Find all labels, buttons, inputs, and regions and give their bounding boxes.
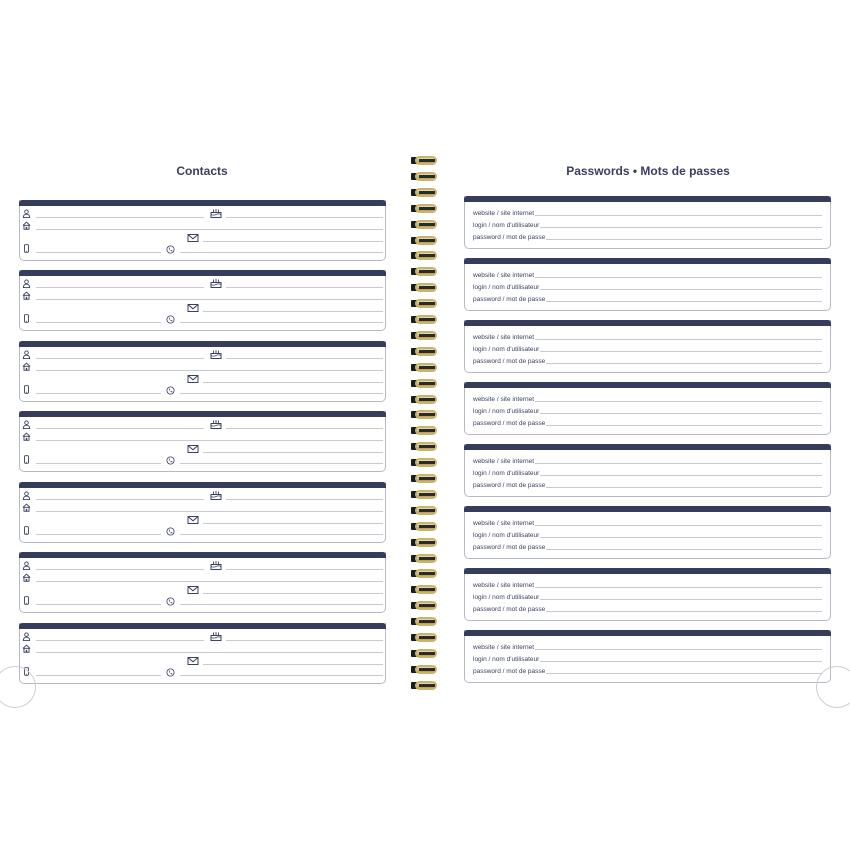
password-field-label: password / mot de passe bbox=[473, 420, 546, 427]
spiral-coil bbox=[411, 379, 437, 388]
address-field[interactable] bbox=[36, 299, 383, 300]
password-field-row bbox=[473, 603, 822, 613]
spiral-coil bbox=[411, 649, 437, 658]
password-field[interactable] bbox=[546, 487, 822, 488]
spiral-coil bbox=[411, 172, 437, 181]
login-field[interactable] bbox=[540, 537, 822, 538]
spiral-coil bbox=[411, 538, 437, 547]
password-field[interactable] bbox=[546, 611, 822, 612]
phone-field[interactable] bbox=[180, 534, 383, 535]
home-icon bbox=[22, 362, 31, 371]
website-field-row bbox=[473, 393, 822, 403]
card-header-bar bbox=[464, 568, 831, 574]
password-field-row bbox=[473, 665, 822, 675]
spiral-coil bbox=[411, 506, 437, 515]
password-field-row bbox=[473, 293, 822, 303]
spiral-coil bbox=[411, 410, 437, 419]
spiral-coil bbox=[411, 665, 437, 674]
website-field-label: website / site internet bbox=[473, 272, 535, 279]
login-field-row bbox=[473, 529, 822, 539]
spiral-coil bbox=[411, 236, 437, 245]
mobile-field[interactable] bbox=[36, 463, 161, 464]
spiral-coil bbox=[411, 347, 437, 356]
envelope-icon bbox=[187, 233, 199, 243]
telephone-icon bbox=[166, 456, 175, 465]
birthday-cake-icon bbox=[210, 631, 222, 641]
password-field[interactable] bbox=[546, 239, 822, 240]
website-field[interactable] bbox=[535, 649, 822, 650]
home-icon bbox=[22, 221, 31, 230]
page-corner-curve bbox=[816, 666, 850, 708]
password-card bbox=[464, 444, 831, 497]
login-field[interactable] bbox=[540, 599, 822, 600]
person-icon bbox=[22, 350, 31, 359]
envelope-icon bbox=[187, 444, 199, 454]
birthday-cake-icon bbox=[210, 349, 222, 359]
card-header-bar bbox=[464, 196, 831, 202]
password-card bbox=[464, 258, 831, 311]
login-field-label: login / nom d'utilisateur bbox=[473, 222, 540, 229]
spiral-coil bbox=[411, 188, 437, 197]
card-header-bar bbox=[19, 200, 386, 206]
name-field[interactable] bbox=[36, 217, 204, 218]
mobile-field[interactable] bbox=[36, 393, 161, 394]
login-field-row bbox=[473, 653, 822, 663]
spiral-coil bbox=[411, 395, 437, 404]
email-field[interactable] bbox=[203, 311, 383, 312]
phone-icon bbox=[22, 596, 31, 605]
birthday-field[interactable] bbox=[226, 499, 383, 500]
phone-icon bbox=[22, 314, 31, 323]
email-field[interactable] bbox=[203, 241, 383, 242]
contact-card bbox=[19, 552, 386, 613]
spiral-coil bbox=[411, 522, 437, 531]
card-header-bar bbox=[464, 506, 831, 512]
phone-field[interactable] bbox=[180, 252, 383, 253]
password-card bbox=[464, 506, 831, 559]
spiral-coil bbox=[411, 458, 437, 467]
contact-card bbox=[19, 482, 386, 543]
password-card bbox=[464, 196, 831, 249]
telephone-icon bbox=[166, 315, 175, 324]
password-field-label: password / mot de passe bbox=[473, 234, 546, 241]
login-field[interactable] bbox=[540, 289, 822, 290]
website-field-label: website / site internet bbox=[473, 458, 535, 465]
password-field-label: password / mot de passe bbox=[473, 668, 546, 675]
website-field-label: website / site internet bbox=[473, 644, 535, 651]
spiral-coil bbox=[411, 554, 437, 563]
website-field-label: website / site internet bbox=[473, 396, 535, 403]
email-field[interactable] bbox=[203, 523, 383, 524]
email-field[interactable] bbox=[203, 664, 383, 665]
spiral-coil bbox=[411, 617, 437, 626]
spiral-coil bbox=[411, 442, 437, 451]
mobile-field[interactable] bbox=[36, 322, 161, 323]
birthday-cake-icon bbox=[210, 490, 222, 500]
name-field[interactable] bbox=[36, 287, 204, 288]
page-title: Passwords • Mots de passes bbox=[566, 164, 730, 178]
login-field-label: login / nom d'utilisateur bbox=[473, 346, 540, 353]
phone-icon bbox=[22, 526, 31, 535]
password-card bbox=[464, 382, 831, 435]
password-field-label: password / mot de passe bbox=[473, 482, 546, 489]
spiral-coil bbox=[411, 315, 437, 324]
name-field[interactable] bbox=[36, 358, 204, 359]
contact-card bbox=[19, 200, 386, 261]
name-field[interactable] bbox=[36, 640, 204, 641]
login-field-row bbox=[473, 591, 822, 601]
website-field-label: website / site internet bbox=[473, 210, 535, 217]
birthday-cake-icon bbox=[210, 208, 222, 218]
spiral-coil bbox=[411, 474, 437, 483]
spiral-coil bbox=[411, 633, 437, 642]
website-field-row bbox=[473, 641, 822, 651]
name-field[interactable] bbox=[36, 428, 204, 429]
spiral-coil bbox=[411, 156, 437, 165]
card-header-bar bbox=[464, 382, 831, 388]
spiral-coil bbox=[411, 426, 437, 435]
envelope-icon bbox=[187, 515, 199, 525]
home-icon bbox=[22, 432, 31, 441]
phone-field[interactable] bbox=[180, 604, 383, 605]
login-field[interactable] bbox=[540, 413, 822, 414]
birthday-cake-icon bbox=[210, 419, 222, 429]
birthday-field[interactable] bbox=[226, 358, 383, 359]
birthday-cake-icon bbox=[210, 560, 222, 570]
login-field-label: login / nom d'utilisateur bbox=[473, 594, 540, 601]
password-field-row bbox=[473, 231, 822, 241]
contact-card bbox=[19, 341, 386, 402]
person-icon bbox=[22, 279, 31, 288]
website-field[interactable] bbox=[535, 401, 822, 402]
envelope-icon bbox=[187, 303, 199, 313]
birthday-field[interactable] bbox=[226, 428, 383, 429]
telephone-icon bbox=[166, 597, 175, 606]
phone-icon bbox=[22, 385, 31, 394]
password-card bbox=[464, 320, 831, 373]
envelope-icon bbox=[187, 585, 199, 595]
spiral-coil bbox=[411, 204, 437, 213]
envelope-icon bbox=[187, 656, 199, 666]
contact-card bbox=[19, 623, 386, 684]
telephone-icon bbox=[166, 527, 175, 536]
spiral-coil bbox=[411, 299, 437, 308]
card-header-bar bbox=[464, 444, 831, 450]
card-header-bar bbox=[19, 270, 386, 276]
address-field[interactable] bbox=[36, 581, 383, 582]
password-field[interactable] bbox=[546, 673, 822, 674]
login-field-row bbox=[473, 343, 822, 353]
name-field[interactable] bbox=[36, 569, 204, 570]
page-title: Contacts bbox=[176, 164, 228, 178]
login-field-row bbox=[473, 467, 822, 477]
password-field[interactable] bbox=[546, 301, 822, 302]
home-icon bbox=[22, 644, 31, 653]
envelope-icon bbox=[187, 374, 199, 384]
spiral-coil bbox=[411, 601, 437, 610]
home-icon bbox=[22, 503, 31, 512]
mobile-field[interactable] bbox=[36, 252, 161, 253]
contact-card bbox=[19, 411, 386, 472]
telephone-icon bbox=[166, 386, 175, 395]
spiral-coil bbox=[411, 490, 437, 499]
website-field-row bbox=[473, 207, 822, 217]
website-field[interactable] bbox=[535, 277, 822, 278]
mobile-field[interactable] bbox=[36, 604, 161, 605]
name-field[interactable] bbox=[36, 499, 204, 500]
password-field-row bbox=[473, 355, 822, 365]
website-field-row bbox=[473, 517, 822, 527]
birthday-cake-icon bbox=[210, 278, 222, 288]
card-header-bar bbox=[19, 482, 386, 488]
person-icon bbox=[22, 632, 31, 641]
address-field[interactable] bbox=[36, 511, 383, 512]
login-field-label: login / nom d'utilisateur bbox=[473, 532, 540, 539]
mobile-field[interactable] bbox=[36, 675, 161, 676]
password-field[interactable] bbox=[546, 425, 822, 426]
card-header-bar bbox=[19, 411, 386, 417]
address-field[interactable] bbox=[36, 652, 383, 653]
password-field[interactable] bbox=[546, 363, 822, 364]
address-field[interactable] bbox=[36, 440, 383, 441]
login-field-row bbox=[473, 219, 822, 229]
password-field[interactable] bbox=[546, 549, 822, 550]
login-field-label: login / nom d'utilisateur bbox=[473, 656, 540, 663]
login-field-label: login / nom d'utilisateur bbox=[473, 408, 540, 415]
login-field[interactable] bbox=[540, 351, 822, 352]
birthday-field[interactable] bbox=[226, 569, 383, 570]
website-field[interactable] bbox=[535, 215, 822, 216]
card-header-bar bbox=[464, 258, 831, 264]
card-header-bar bbox=[19, 623, 386, 629]
password-field-row bbox=[473, 417, 822, 427]
website-field-label: website / site internet bbox=[473, 334, 535, 341]
spiral-coil bbox=[411, 283, 437, 292]
spiral-coil bbox=[411, 251, 437, 260]
phone-field[interactable] bbox=[180, 675, 383, 676]
spiral-coil bbox=[411, 363, 437, 372]
website-field-row bbox=[473, 455, 822, 465]
person-icon bbox=[22, 561, 31, 570]
spiral-coil bbox=[411, 331, 437, 340]
login-field-row bbox=[473, 405, 822, 415]
password-card bbox=[464, 630, 831, 683]
person-icon bbox=[22, 209, 31, 218]
home-icon bbox=[22, 291, 31, 300]
website-field[interactable] bbox=[535, 525, 822, 526]
website-field-row bbox=[473, 269, 822, 279]
password-card bbox=[464, 568, 831, 621]
person-icon bbox=[22, 491, 31, 500]
website-field[interactable] bbox=[535, 339, 822, 340]
birthday-field[interactable] bbox=[226, 287, 383, 288]
email-field[interactable] bbox=[203, 593, 383, 594]
mobile-field[interactable] bbox=[36, 534, 161, 535]
telephone-icon bbox=[166, 668, 175, 677]
login-field[interactable] bbox=[540, 475, 822, 476]
phone-field[interactable] bbox=[180, 463, 383, 464]
website-field-row bbox=[473, 331, 822, 341]
website-field[interactable] bbox=[535, 587, 822, 588]
card-header-bar bbox=[464, 630, 831, 636]
person-icon bbox=[22, 420, 31, 429]
telephone-icon bbox=[166, 245, 175, 254]
password-field-row bbox=[473, 479, 822, 489]
website-field-label: website / site internet bbox=[473, 520, 535, 527]
spiral-coil bbox=[411, 569, 437, 578]
website-field-row bbox=[473, 579, 822, 589]
website-field[interactable] bbox=[535, 463, 822, 464]
phone-field[interactable] bbox=[180, 393, 383, 394]
password-field-label: password / mot de passe bbox=[473, 606, 546, 613]
password-field-row bbox=[473, 541, 822, 551]
login-field-label: login / nom d'utilisateur bbox=[473, 284, 540, 291]
card-header-bar bbox=[19, 341, 386, 347]
card-header-bar bbox=[464, 320, 831, 326]
website-field-label: website / site internet bbox=[473, 582, 535, 589]
home-icon bbox=[22, 573, 31, 582]
login-field-label: login / nom d'utilisateur bbox=[473, 470, 540, 477]
password-field-label: password / mot de passe bbox=[473, 544, 546, 551]
phone-icon bbox=[22, 455, 31, 464]
birthday-field[interactable] bbox=[226, 640, 383, 641]
spiral-binding bbox=[408, 152, 442, 697]
email-field[interactable] bbox=[203, 382, 383, 383]
phone-icon bbox=[22, 244, 31, 253]
spiral-coil bbox=[411, 220, 437, 229]
contact-card bbox=[19, 270, 386, 331]
login-field[interactable] bbox=[540, 227, 822, 228]
spiral-coil bbox=[411, 681, 437, 690]
login-field[interactable] bbox=[540, 661, 822, 662]
spiral-coil bbox=[411, 267, 437, 276]
address-field[interactable] bbox=[36, 229, 383, 230]
password-field-label: password / mot de passe bbox=[473, 296, 546, 303]
spiral-coil bbox=[411, 585, 437, 594]
email-field[interactable] bbox=[203, 452, 383, 453]
card-header-bar bbox=[19, 552, 386, 558]
password-field-label: password / mot de passe bbox=[473, 358, 546, 365]
birthday-field[interactable] bbox=[226, 217, 383, 218]
address-field[interactable] bbox=[36, 370, 383, 371]
login-field-row bbox=[473, 281, 822, 291]
phone-field[interactable] bbox=[180, 322, 383, 323]
